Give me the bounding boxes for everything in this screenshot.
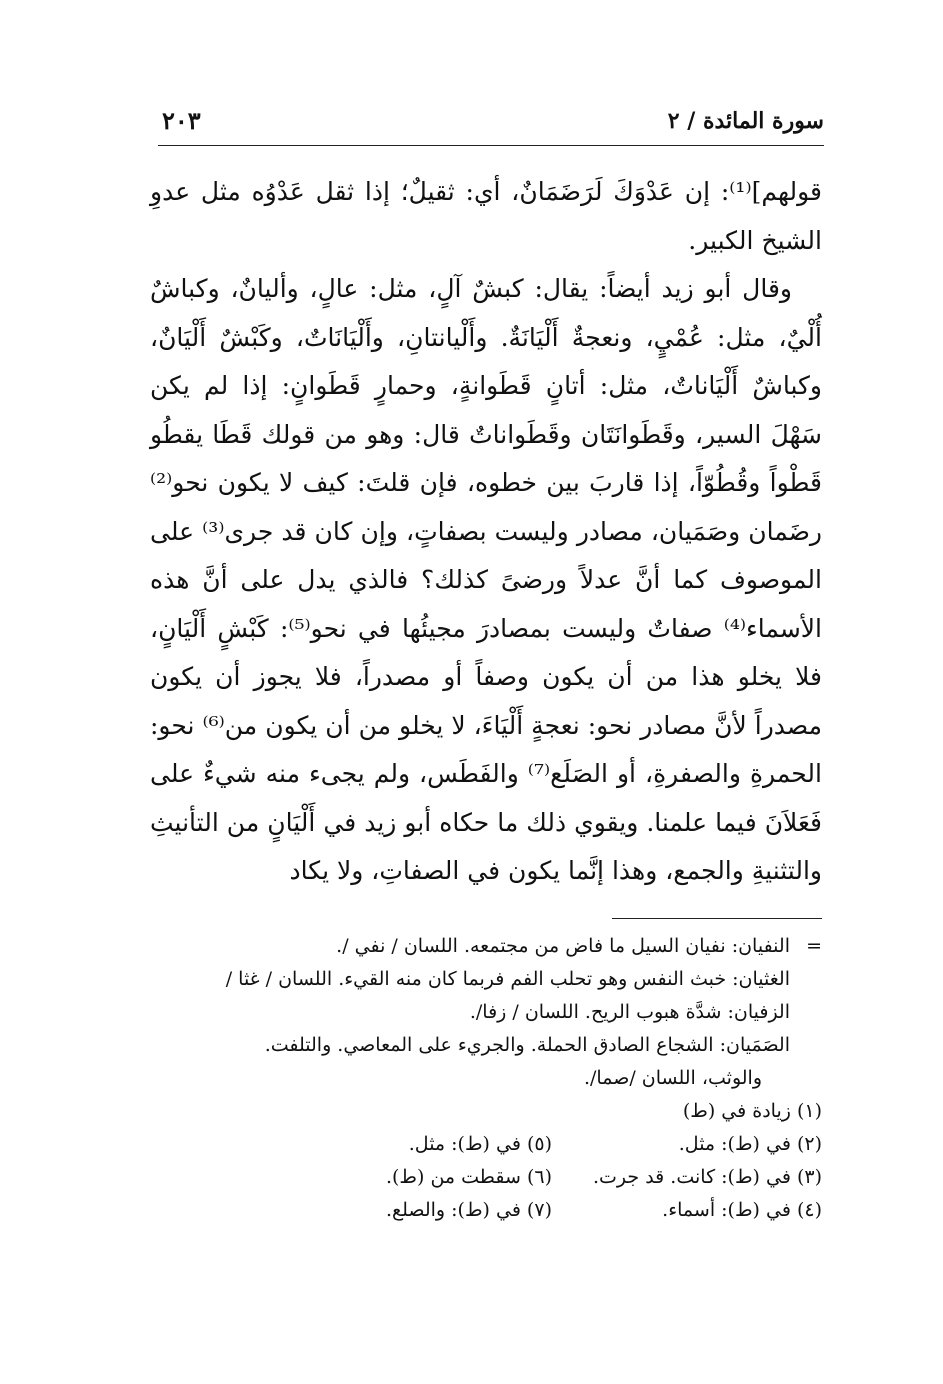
page-header <box>158 100 824 144</box>
footnote-continuation-line <box>150 930 822 963</box>
footnotes <box>150 930 822 1227</box>
footnote-continuation-line: والوثب، اللسان /صما/. <box>583 1067 762 1089</box>
footnote-4: (٤) في (ط): أسماء. <box>662 1199 822 1221</box>
footnote-6: (٦) سقطت من (ط). <box>385 1166 552 1188</box>
header-divider <box>158 145 824 146</box>
running-title: سورة المائدة / ٢ <box>667 108 824 134</box>
footnote-3: (٣) في (ط): كانت. قد جرت. <box>593 1166 822 1188</box>
footnote-continuation-line: الزفيان: شدَّة هبوب الريح. اللسان / زفا/. <box>469 1001 790 1023</box>
paragraph-1: قولهم]⁽¹⁾: إن عَدْوَكَ لَرَضَمَانٌ، أي: ثقيلٌ؛ إذا ثقل عَدْوُه مثل عدوِ الشيخ الكبير. <box>150 177 822 255</box>
footnote-continuation-line: الغثيان: خبث النفس وهو تحلب الفم فربما كان منه القيء. اللسان / غثا / <box>225 968 790 990</box>
page-number: ٢٠٣ <box>162 106 201 135</box>
main-text <box>150 168 822 896</box>
footnote-continuation-line: الصَمَيان: الشجاع الصادق الحملة. والجريء على المعاصي. والتلفت. <box>264 1034 790 1056</box>
footnote-divider <box>612 918 822 919</box>
footnote-text: النفيان: نفيان السيل ما فاض من مجتمعه. اللسان / نفي /. <box>336 935 790 957</box>
footnote-7: (٧) في (ط): والصلع. <box>385 1199 552 1221</box>
footnote-2: (٢) في (ط): مثل. <box>678 1133 822 1155</box>
footnote-5: (٥) في (ط): مثل. <box>408 1133 552 1155</box>
footnote-grid <box>150 1128 822 1227</box>
footnote-1: (١) زيادة في (ط) <box>682 1100 822 1122</box>
continuation-marker: = <box>806 935 822 957</box>
paragraph-2: وقال أبو زيد أيضاً: يقال: كبشٌ آلٍ، مثل: عالٍ، وأليانٌ، وكباشٌ أُلْيٌ، مثل: عُمْيٍ، ونعجةٌ أَلْيَانَةٌ. وأَلْيانتانِ، وأَلْيَانَاتٌ، وكَبْشٌ أَلْيَانٌ، وكباشٌ أَلْيَاناتٌ، مثل: أتانٍ قَطَوانةٍ، وحمارٍ قَطَوانٍ: إذا لم يكن سَهْلَ السير، وقَطَوانَتَان وقَطَواناتٌ قال: وهو من قولك قَطَا يقطُو قَطْواً وقُطُوّاً، إذا قاربَ بين خطوه، فإن قلتَ: كيف لا يكون نحو⁽²⁾ رضَمان وصَمَيان، مصادر وليست بصفاتٍ، وإن كان قد جرى⁽³⁾ على الموصوف كما أنَّ عدلاً ورضىً كذلك؟ فالذي يدل على أنَّ هذه الأسماء⁽⁴⁾ صفاتٌ وليست بمصادرَ مجيئُها في نحو⁽⁵⁾: كَبْشٍ أَلْيَانٍ، فلا يخلو هذا من أن يكون وصفاً أو مصدراً، فلا يجوز أن يكون مصدراً لأنَّ مصادر نحو: نعجةٍ أَلْيَاءَ، لا يخلو من أن يكون من⁽⁶⁾ نحو: الحمرةِ والصفرةِ، أو الصَلَع⁽⁷⁾ والفَطَس، ولم يجىء منه شيءٌ على فَعَلاَنَ فيما علمنا. ويقوي ذلك ما حكاه أبو زيد في أَلْيَانٍ من التأنيثِ والتثنيةِ والجمع، وهذا إنَّما يكون في الصفاتِ، ولا يكاد <box>150 274 822 885</box>
